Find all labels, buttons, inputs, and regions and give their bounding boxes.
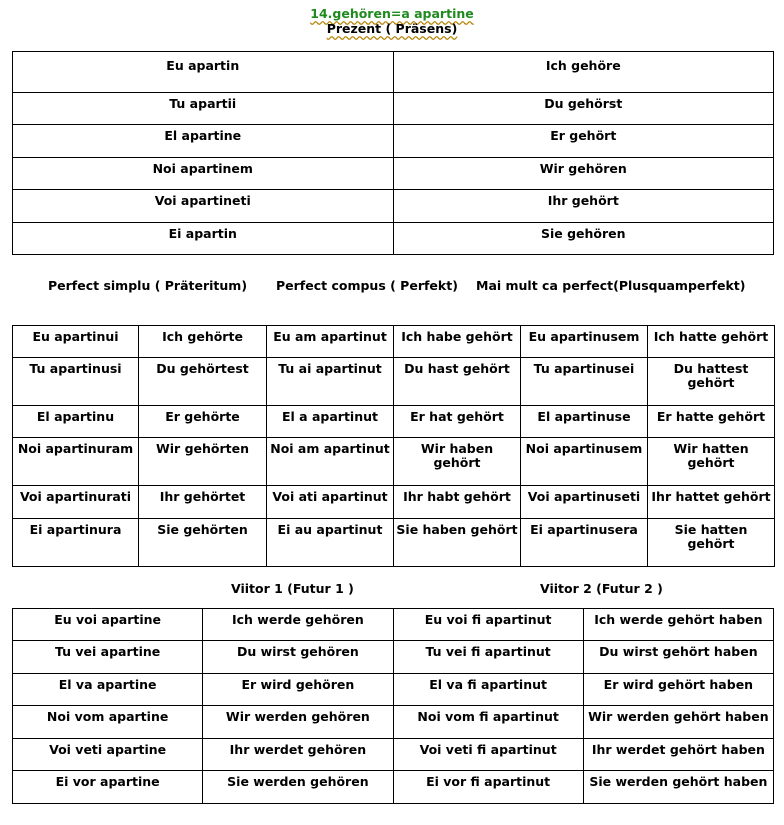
table-row <box>13 406 775 438</box>
table-cell: El a apartinut <box>267 406 394 438</box>
table-cell: Ich werde gehören <box>203 609 393 641</box>
table-cell: Ich werde gehört haben <box>583 609 773 641</box>
table-cell: Du hattest gehört <box>648 358 775 406</box>
table-row <box>13 326 775 358</box>
table-cell: Voi apartineti <box>13 190 394 223</box>
table-cell: Sie haben gehört <box>394 519 521 567</box>
table-cell: Noi apartinuram <box>13 438 139 486</box>
table-cell: Ich hatte gehört <box>648 326 775 358</box>
tense-title: Prezent ( Präsens) <box>326 21 458 36</box>
table-cell: Sie hatten gehört <box>648 519 775 567</box>
table-row <box>13 609 774 641</box>
table-cell: Eu voi apartine <box>13 609 203 641</box>
table-cell: Er hatte gehört <box>648 406 775 438</box>
table-row <box>13 190 774 223</box>
table-cell: Wir haben gehört <box>394 438 521 486</box>
table-cell: Voi veti apartine <box>13 739 203 771</box>
preterite-heading: Perfect simplu ( Präteritum) <box>48 278 248 293</box>
table-cell: Voi apartinuseti <box>521 486 648 519</box>
table-cell: Tu apartii <box>13 93 394 125</box>
table-cell: Noi apartinem <box>13 158 394 190</box>
verb-title: 14.gehören=a apartine <box>310 6 474 21</box>
table-cell: Eu voi fi apartinut <box>393 609 583 641</box>
table-cell: Ihr habt gehört <box>394 486 521 519</box>
table-cell: Ei vor apartine <box>13 771 203 804</box>
table-cell: Eu apartinusem <box>521 326 648 358</box>
table-row <box>13 739 774 771</box>
table-cell: Tu apartinusei <box>521 358 648 406</box>
table-cell: Voi apartinurati <box>13 486 139 519</box>
table-row <box>13 93 774 125</box>
table-cell: Voi veti fi apartinut <box>393 739 583 771</box>
table-cell: Voi ati apartinut <box>267 486 394 519</box>
table-cell: Er gehört <box>393 125 774 158</box>
table-row <box>13 771 774 804</box>
table-cell: Sie gehörten <box>139 519 267 567</box>
table-cell: Wir gehören <box>393 158 774 190</box>
present-table <box>12 51 774 255</box>
table-cell: El apartine <box>13 125 394 158</box>
table-row <box>13 706 774 739</box>
past-table <box>12 325 775 567</box>
pluperfect-heading: Mai mult ca perfect(Plusquamperfekt) <box>476 278 746 293</box>
table-cell: Tu vei fi apartinut <box>393 641 583 674</box>
table-cell: Noi vom fi apartinut <box>393 706 583 739</box>
table-cell: Eu apartinui <box>13 326 139 358</box>
table-cell: El va fi apartinut <box>393 674 583 706</box>
table-cell: Ei apartinura <box>13 519 139 567</box>
table-cell: Wir hatten gehört <box>648 438 775 486</box>
table-cell: Ihr hattet gehört <box>648 486 775 519</box>
table-cell: Du hast gehört <box>394 358 521 406</box>
table-cell: Noi vom apartine <box>13 706 203 739</box>
table-cell: Sie gehören <box>393 223 774 255</box>
table-cell: El va apartine <box>13 674 203 706</box>
table-row <box>13 158 774 190</box>
table-cell: Tu ai apartinut <box>267 358 394 406</box>
table-row <box>13 438 775 486</box>
table-cell: Du wirst gehören <box>203 641 393 674</box>
table-cell: El apartinuse <box>521 406 648 438</box>
table-cell: Wir werden gehören <box>203 706 393 739</box>
table-cell: Er wird gehören <box>203 674 393 706</box>
table-cell: Noi apartinusem <box>521 438 648 486</box>
table-cell: Ei au apartinut <box>267 519 394 567</box>
table-cell: Wir werden gehört haben <box>583 706 773 739</box>
table-cell: Du gehörst <box>393 93 774 125</box>
table-cell: Ihr gehört <box>393 190 774 223</box>
table-cell: Tu vei apartine <box>13 641 203 674</box>
table-cell: Ei apartin <box>13 223 394 255</box>
table-cell: Ihr gehörtet <box>139 486 267 519</box>
table-cell: Eu apartin <box>13 52 394 93</box>
table-cell: Ich gehöre <box>393 52 774 93</box>
table-cell: Ei vor fi apartinut <box>393 771 583 804</box>
table-cell: Ihr werdet gehören <box>203 739 393 771</box>
future-table <box>12 608 774 804</box>
table-cell: Du gehörtest <box>139 358 267 406</box>
table-cell: Eu am apartinut <box>267 326 394 358</box>
table-cell: El apartinu <box>13 406 139 438</box>
table-cell: Sie werden gehören <box>203 771 393 804</box>
table-cell: Wir gehörten <box>139 438 267 486</box>
table-cell: Ich gehörte <box>139 326 267 358</box>
table-cell: Er gehörte <box>139 406 267 438</box>
table-cell: Er hat gehört <box>394 406 521 438</box>
table-row <box>13 52 774 93</box>
table-cell: Tu apartinusi <box>13 358 139 406</box>
table-cell: Ei apartinusera <box>521 519 648 567</box>
table-cell: Er wird gehört haben <box>583 674 773 706</box>
table-cell: Du wirst gehört haben <box>583 641 773 674</box>
table-row <box>13 223 774 255</box>
table-cell: Ihr werdet gehört haben <box>583 739 773 771</box>
future2-heading: Viitor 2 (Futur 2 ) <box>540 581 663 596</box>
document-title <box>0 6 784 36</box>
table-row <box>13 358 775 406</box>
table-row <box>13 486 775 519</box>
table-row <box>13 674 774 706</box>
table-row <box>13 519 775 567</box>
table-row <box>13 641 774 674</box>
future1-heading: Viitor 1 (Futur 1 ) <box>231 581 354 596</box>
table-cell: Ich habe gehört <box>394 326 521 358</box>
table-row <box>13 125 774 158</box>
perfect-heading: Perfect compus ( Perfekt) <box>276 278 458 293</box>
table-cell: Sie werden gehört haben <box>583 771 773 804</box>
table-cell: Noi am apartinut <box>267 438 394 486</box>
